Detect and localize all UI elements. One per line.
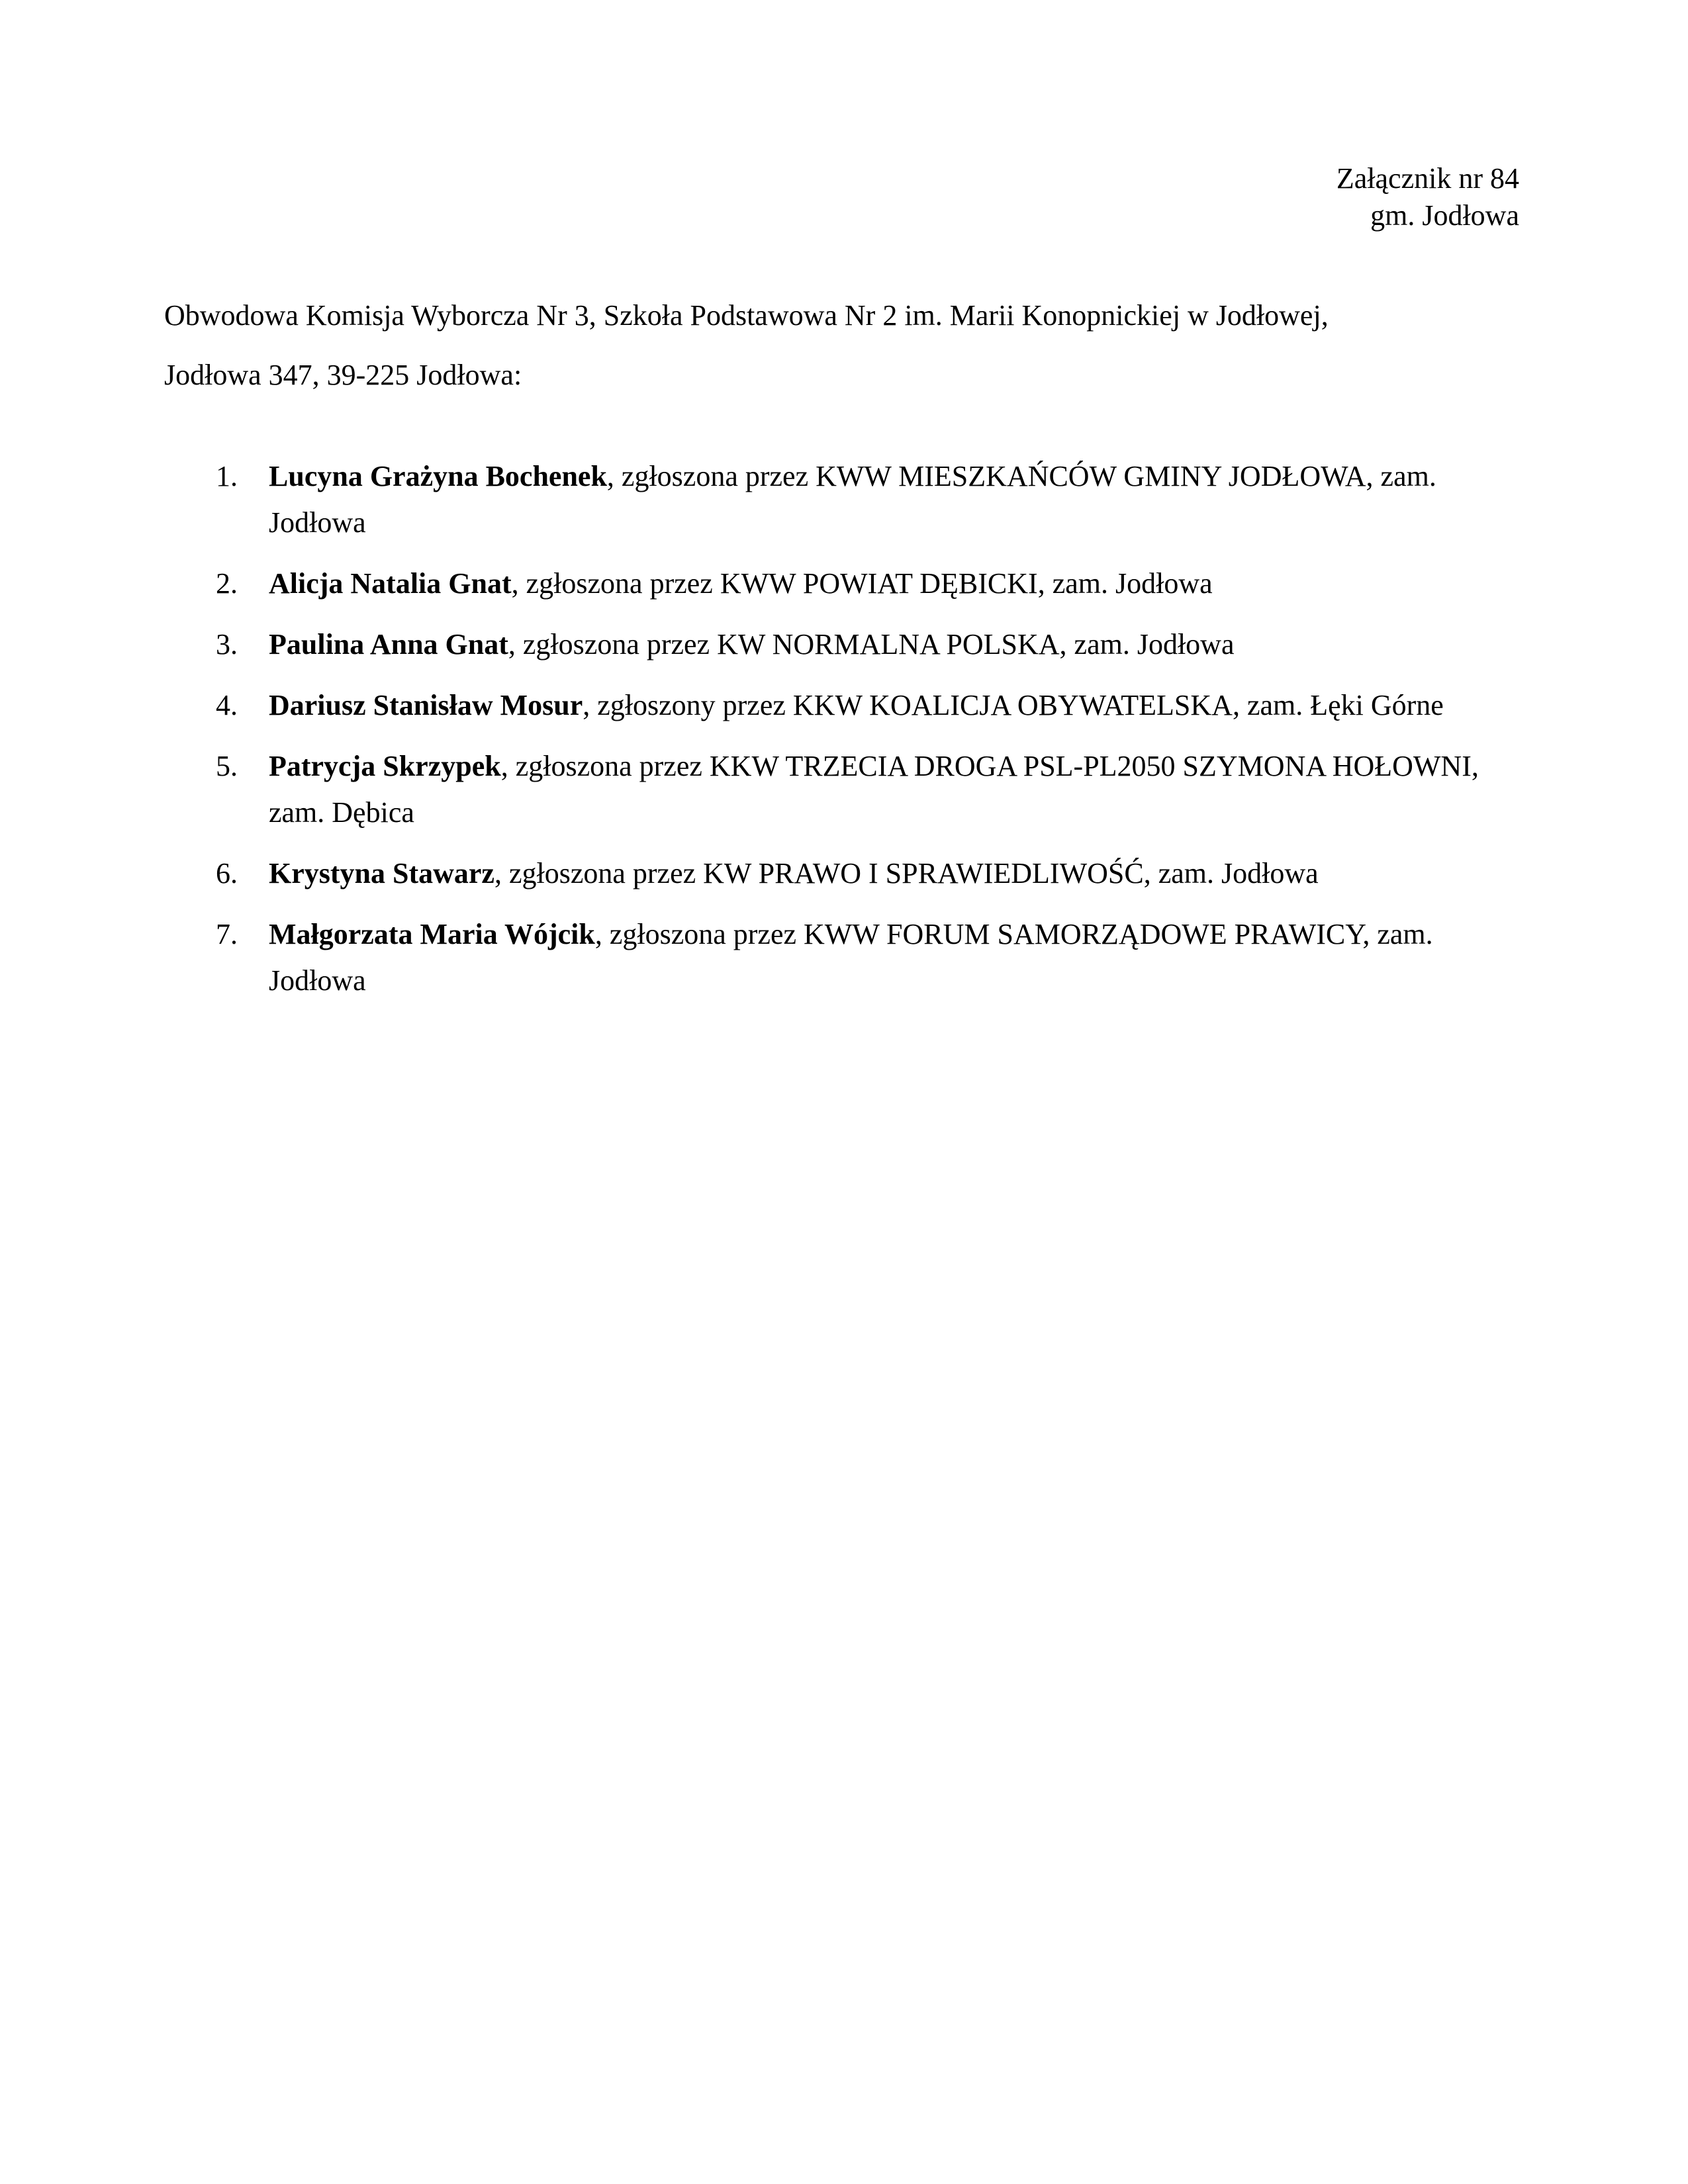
member-name: Krystyna Stawarz — [269, 857, 494, 889]
member-name: Alicja Natalia Gnat — [269, 567, 512, 600]
municipality-name: gm. Jodłowa — [1370, 199, 1519, 232]
member-name: Dariusz Stanisław Mosur — [269, 689, 583, 721]
member-details: , zgłoszona przez KWW FORUM SAMORZĄDOWE PRAWICY, zam. Jodłowa — [269, 918, 1433, 997]
commission-line-2: Jodłowa 347, 39-225 Jodłowa: — [164, 359, 522, 391]
commission-line-1: Obwodowa Komisja Wyborcza Nr 3, Szkoła Podstawowa Nr 2 im. Marii Konopnickiej w Jodłowej, — [164, 299, 1329, 332]
member-details: , zgłoszona przez KW PRAWO I SPRAWIEDLIWOŚĆ, zam. Jodłowa — [494, 857, 1319, 889]
member-name: Lucyna Grażyna Bochenek — [269, 460, 607, 492]
member-name: Paulina Anna Gnat — [269, 628, 508, 660]
list-item-number: 5. — [216, 750, 238, 782]
list-item-number: 4. — [216, 689, 238, 721]
list-item-number: 6. — [216, 857, 238, 889]
member-details: , zgłoszona przez KWW MIESZKAŃCÓW GMINY JODŁOWA, zam. Jodłowa — [269, 460, 1436, 539]
attachment-number: Załącznik nr 84 — [1336, 162, 1519, 195]
list-item — [164, 743, 1521, 836]
list-item — [164, 561, 1521, 607]
list-item-number: 7. — [216, 918, 238, 950]
list-item — [164, 911, 1521, 1004]
members-list — [164, 453, 1521, 1019]
list-item — [164, 850, 1521, 897]
list-item-number: 2. — [216, 567, 238, 600]
member-details: , zgłoszony przez KKW KOALICJA OBYWATELSKA, zam. Łęki Górne — [583, 689, 1444, 721]
member-details: , zgłoszona przez KWW POWIAT DĘBICKI, zam. Jodłowa — [511, 567, 1213, 600]
member-name: Małgorzata Maria Wójcik — [269, 918, 595, 950]
commission-description — [164, 286, 1521, 405]
list-item — [164, 453, 1521, 546]
list-item-number: 1. — [216, 460, 238, 492]
list-item — [164, 682, 1521, 729]
member-details: , zgłoszona przez KKW TRZECIA DROGA PSL-PL2050 SZYMONA HOŁOWNI, zam. Dębica — [269, 750, 1479, 829]
document-header — [1336, 160, 1519, 234]
list-item-number: 3. — [216, 628, 238, 660]
member-name: Patrycja Skrzypek — [269, 750, 501, 782]
list-item — [164, 621, 1521, 668]
member-details: , zgłoszona przez KW NORMALNA POLSKA, zam. Jodłowa — [508, 628, 1235, 660]
